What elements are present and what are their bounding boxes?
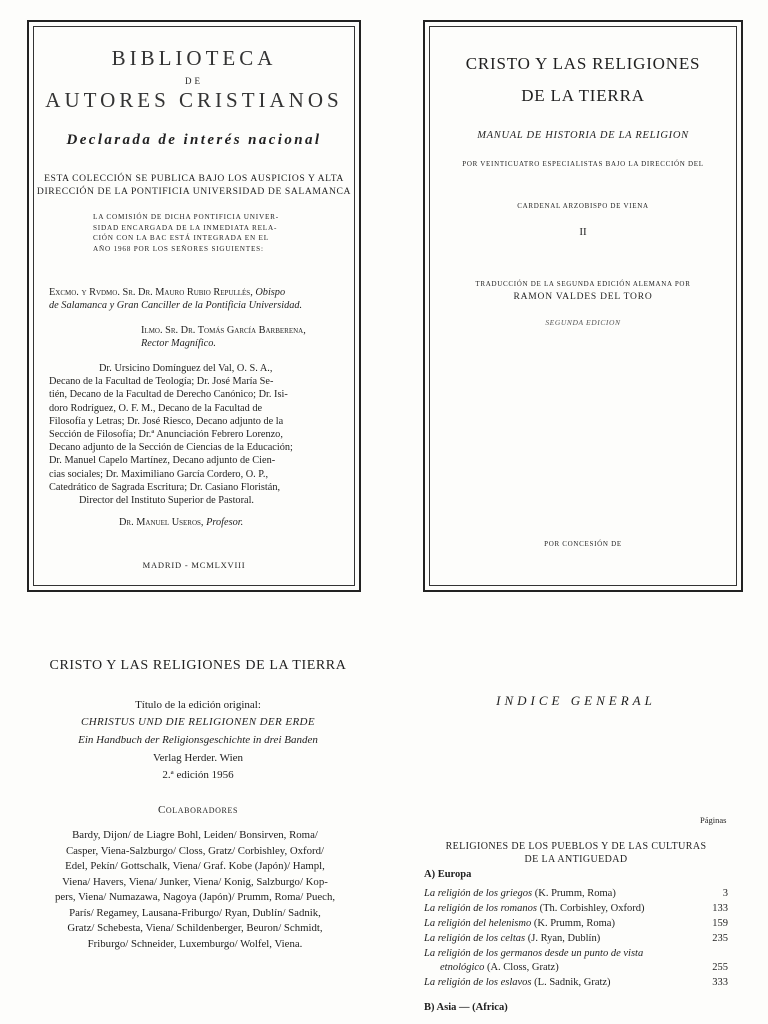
toc-entry[interactable]: La religión de los celtas (J. Ryan, Dublín) 235 [424, 933, 728, 944]
president-text: Excmo. y Rvdmo. Sr. Dr. Mauro Rubio Repullés, Obispo de Salamanca y Gran Canciller de la Pontificia Universidad. [49, 287, 303, 312]
toc-entry[interactable]: La religión del helenismo (K. Prumm, Roma) 159 [424, 918, 728, 929]
pages-column-label: Páginas [700, 815, 727, 825]
translation-line: TRADUCCIÓN DE LA SEGUNDA EDICIÓN ALEMANA POR [475, 280, 691, 288]
book-subtitle: MANUAL DE HISTORIA DE LA RELIGION [477, 130, 689, 141]
imprint: MADRID - MCMLXVIII [142, 560, 246, 570]
series-title-line1: BIBLIOTECA [111, 46, 277, 70]
part-b-heading: B) Asia — (Africa) [424, 1002, 508, 1013]
vocales-text: Dr. Ursicino Domínguez del Val, O. S. A., Decano de la Facultad de Teología; Dr. José María Se- tién, Decano de la Facultad de Derecho Canónico; Dr. Isi- doro Rodríguez, O. F. M., Decano de la Facultad de Filosofía y Letras; Dr. José Riesco, Decano adjunto de la Sección de Filosofía; Dr.ª Anunciación Febrero Lorenzo, Decano adjunto de la Sección de Ciencias de la Educación; Dr. Manuel Capelo Martínez, Decano adjunto de Cien- cias sociales; Dr. Maximiliano García Cordero, O. P., Catedrático de Sagrada Escritura; Dr. Casiano Floristán, Director del Instituto Superior de Pastoral. [49, 363, 293, 507]
commission-text: LA COMISIÓN DE DICHA PONTIFICIA UNIVER- SIDAD ENCARGADA DE LA INMEDIATA RELA- CIÓN CON LA BAC ESTÁ INTEGRADA EN EL AÑO 1968 POR LOS SEÑORES SIGUIENTES: [93, 213, 279, 253]
edition-year: 2.ª edición 1956 [162, 769, 234, 781]
auspices-line-2: DIRECCIÓN DE LA PONTIFICIA UNIVERSIDAD DE SALAMANCA [36, 186, 352, 197]
toc-entry[interactable]: La religión de los germanos desde un punto de vista [424, 948, 644, 959]
rector-text: Ilmo. Sr. Dr. Tomás García Barberena, Rector Magnífico. [141, 325, 306, 350]
part-a-heading: A) Europa [424, 869, 472, 880]
series-title-de: DE [185, 76, 203, 86]
toc-entry[interactable]: La religión de los eslavos (L. Sadnik, Gratz) 333 [424, 977, 728, 988]
page-title-cristo [423, 20, 743, 592]
toc-entry[interactable]: etnológico (A. Closs, Gratz) 255 [440, 962, 728, 973]
original-subtitle: Ein Handbuch der Religionsgeschichte in drei Banden [78, 734, 318, 746]
publisher: Verlag Herder. Wien [152, 752, 244, 764]
index-heading: INDICE GENERAL [496, 693, 656, 708]
specialists-line: POR VEINTICUATRO ESPECIALISTAS BAJO LA DIRECCIÓN DEL [462, 160, 704, 168]
series-title-line2: AUTORES CRISTIANOS [45, 88, 343, 112]
original-title: CHRISTUS UND DIE RELIGIONEN DER ERDE [80, 716, 316, 728]
book-title-line1: CRISTO Y LAS RELIGIONES [465, 54, 701, 73]
toc-entry[interactable]: La religión de los griegos (K. Prumm, Roma) 3 [424, 888, 728, 899]
cardinal-line: CARDENAL ARZOBISPO DE VIENA [517, 202, 649, 210]
edition-line: SEGUNDA EDICION [545, 318, 621, 327]
verso-title: CRISTO Y LAS RELIGIONES DE LA TIERRA [49, 658, 347, 673]
translator-name: RAMON VALDES DEL TORO [513, 292, 653, 302]
collaborators-heading: Colaboradores [157, 804, 239, 816]
secretary-text: Dr. Manuel Useros, Profesor. [119, 517, 244, 528]
book-title-line2: DE LA TIERRA [521, 86, 645, 105]
declared-national-interest: Declarada de interés nacional [66, 132, 322, 148]
volume-number: II [579, 226, 587, 238]
auspices-line-1: ESTA COLECCIÓN SE PUBLICA BAJO LOS AUSPICIOS Y ALTA [44, 173, 344, 184]
collaborators-list: Bardy, Dijon/ de Liagre Bohl, Leiden/ Bonsirven, Roma/ Casper, Viena-Salzburgo/ Closs, Gratz/ Corbishley, Oxford/ Edel, Pekín/ Gottschalk, Viena/ Graf. Kobe (Japón)/ Hampl, Viena/ Havers, Viena/ Junker, Viena/ Konig, Salzburgo/ Kop- pers, Viena/ Numazawa, Nagoya (Japón)/ Prumm, Roma/ Puech, París/ Regamey, Lausana-Friburgo/ Ryan, Dublín/ Sadnik, Gratz/ Schebesta, Viena/ Schildenberger, Beuron/ Schmidt, Friburgo/ Schneider, Luxemburgo/ Wolfel, Viena. [54, 829, 336, 950]
page-biblioteca-autores-cristianos [27, 20, 361, 592]
section-title: RELIGIONES DE LOS PUEBLOS Y DE LAS CULTURAS DE LA ANTIGUEDAD [445, 841, 707, 865]
toc-entry[interactable]: La religión de los romanos (Th. Corbishley, Oxford) 133 [424, 903, 728, 914]
concession-line: POR CONCESIÓN DE [544, 540, 622, 548]
original-edition-label: Título de la edición original: [135, 699, 261, 711]
